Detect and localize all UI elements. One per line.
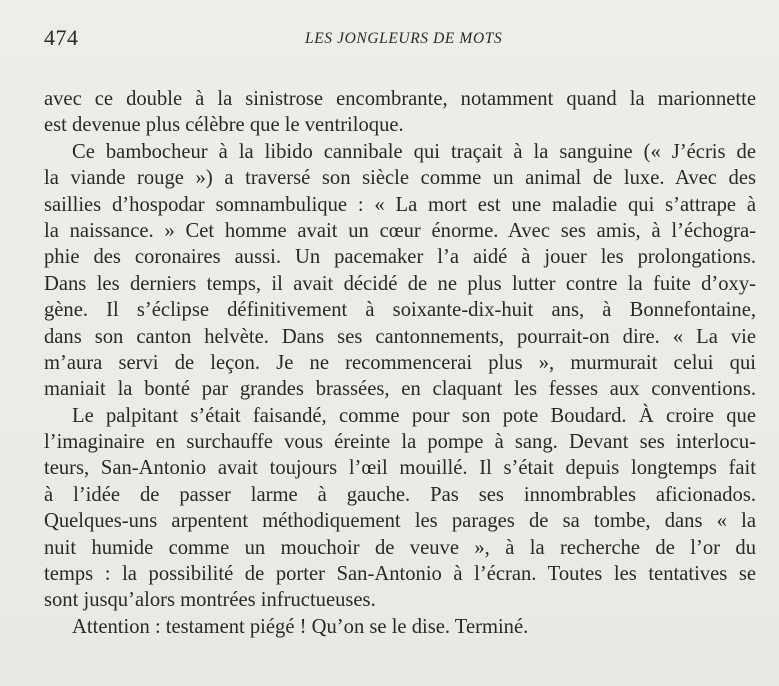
text-line: Quelques-uns arpentent méthodiquement les parages de sa tombe, dans « la (44, 510, 756, 533)
paragraph-start-line: Ce bambocheur à la libido cannibale qui traçait à la sanguine (« J’écris de (72, 140, 756, 163)
text-line: l’imaginaire en surchauffe vous éreinte la pompe à sang. Devant ses interlocu- (44, 431, 756, 454)
text-line: maniait la bonté par grandes brassées, en claquant les fesses aux conventions. (44, 378, 756, 401)
text-line: saillies d’hospodar somnambulique : « La mort est une maladie qui s’attrape à (44, 193, 756, 216)
text-line: teurs, San-Antonio avait toujours l’œil mouillé. Il s’était depuis longtemps fait (44, 457, 756, 480)
text-line: à l’idée de passer larme à gauche. Pas ses innombrables aficionados. (44, 483, 756, 506)
text-line: est devenue plus célèbre que le ventriloque. (44, 114, 404, 137)
text-line: temps : la possibilité de porter San-Antonio à l’écran. Toutes les tentatives se (44, 563, 756, 586)
text-line: sont jusqu’alors montrées infructueuses. (44, 589, 376, 612)
text-line: phie des coronaires aussi. Un pacemaker l’a aidé à jouer les prolongations. (44, 246, 756, 269)
paragraph-start-line: Le palpitant s’était faisandé, comme pour son pote Boudard. À croire que (72, 404, 756, 427)
text-line: avec ce double à la sinistrose encombrante, notamment quand la marionnette (44, 88, 756, 110)
page-number: 474 (44, 25, 79, 50)
text-line: Dans les derniers temps, il avait décidé de ne plus lutter contre la fuite d’oxy- (44, 272, 756, 295)
text-line: dans son canton helvète. Dans ses cantonnements, pourrait-on dire. « La vie (44, 325, 756, 348)
text-line: gène. Il s’éclipse définitivement à soixante-dix-huit ans, à Bonnefontaine, (44, 299, 756, 322)
text-line: la viande rouge ») a traversé son siècle comme un animal de luxe. Avec des (44, 167, 756, 190)
text-line: nuit humide comme un mouchoir de veuve », à la recherche de l’or du (44, 536, 756, 559)
running-title: LES JONGLEURS DE MOTS (305, 30, 503, 47)
body-text (44, 86, 756, 640)
text-line: la naissance. » Cet homme avait un cœur énorme. Avec ses amis, à l’échogra- (44, 219, 756, 242)
paragraph-start-line: Attention : testament piégé ! Qu’on se le dise. Terminé. (72, 615, 529, 638)
text-line: m’aura servi de leçon. Je ne recommencerai plus », murmurait celui qui (44, 351, 756, 374)
